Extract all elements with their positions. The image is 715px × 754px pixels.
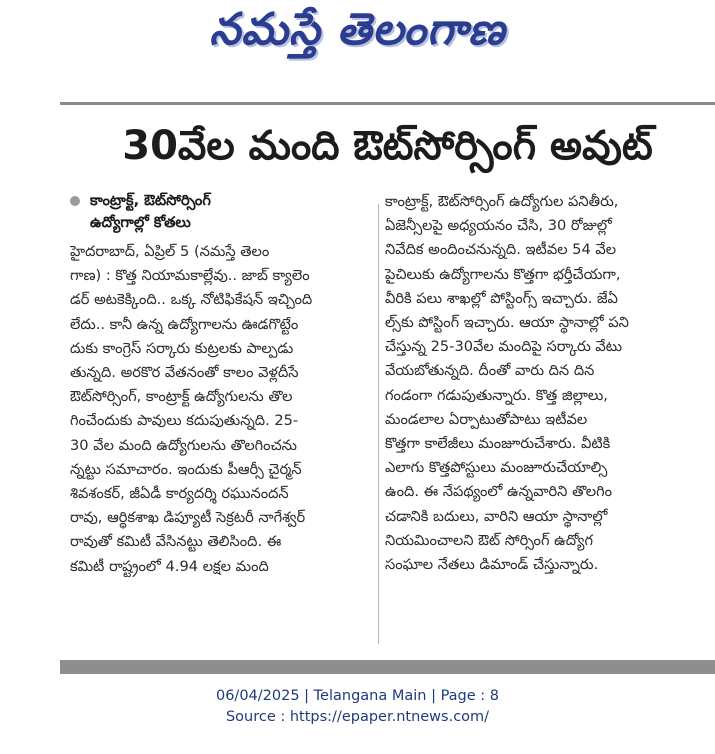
text-line: మండలాల ఏర్పాటుతోపాటు ఇటీవల bbox=[385, 410, 588, 428]
text-line: నివేదిక అందించనున్నది. ఇటీవల 54 వేల bbox=[385, 241, 617, 259]
text-line: పైచిలుకు ఉద్యోగాలను కొత్తగా భర్తీచేయగా, bbox=[385, 265, 621, 283]
headline: 30వేల మంది ఔట్‌సోర్సింగ్‌ అవుట్‌ bbox=[122, 123, 653, 169]
text-line: కాంట్రాక్ట్‌, ఔట్‌సోర్సింగ్‌ ఉద్యోగుల పనితీరు, bbox=[385, 193, 619, 210]
text-line: చేస్తున్న 25-30వేల మందిపై సర్కారు వేటు bbox=[385, 338, 623, 356]
text-line: వీరికి పలు శాఖల్లో పోస్టింగ్స్‌ ఇచ్చారు. జేఏ bbox=[385, 289, 618, 307]
text-line: న్నట్టు సమాచారం. ఇందుకు పీఆర్సీ చైర్మన్‌ bbox=[70, 460, 302, 478]
text-line: ఉంది. ఈ నేపథ్యంలో ఉన్నవారిని తొలగిం bbox=[385, 483, 613, 501]
footer bbox=[0, 686, 715, 728]
right-column-text bbox=[385, 190, 705, 577]
text-line: ల్స్‌కు పోస్టింగ్‌ ఇచ్చారు. ఆయా స్థానాల్లో పని bbox=[385, 314, 629, 332]
footer-source: Source : https://epaper.ntnews.com/ bbox=[225, 709, 490, 725]
top-rule bbox=[60, 102, 715, 105]
text-line: 30 వేల మంది ఉద్యోగులను తొలగించను bbox=[70, 436, 297, 454]
article-body bbox=[60, 190, 715, 660]
text-line: ఏజెన్సీలపై అధ్యయనం చేసి, 30 రోజుల్లో bbox=[385, 217, 612, 235]
bullet-icon bbox=[70, 196, 80, 206]
text-line: తున్నది. అరకొర వేతనంతో కాలం వెళ్లదీసే bbox=[70, 364, 299, 382]
text-line: ఎలాగు కొత్తపోస్టులు మంజూరుచేయాల్సి bbox=[385, 459, 608, 477]
subheadline-line-1: కాంట్రాక్ట్‌, ఔట్‌సోర్సింగ్‌ bbox=[90, 192, 211, 209]
bottom-rule bbox=[60, 660, 715, 674]
text-line: గించేందుకు పావులు కదుపుతున్నది. 25- bbox=[70, 412, 299, 430]
text-line: రావు, ఆర్థికశాఖ డిప్యూటీ సెక్రటరీ నాగేశ్వర్‌ bbox=[70, 509, 306, 527]
text-line: కొత్తగా కాలేజీలు మంజూరుచేశారు. వీటికి bbox=[385, 435, 611, 453]
subheadline bbox=[70, 190, 375, 234]
subheadline-line-2: ఉద్యోగాల్లో కోతలు bbox=[90, 214, 191, 231]
text-line: హైదరాబాద్‌, ఏప్రిల్‌ 5 (నమస్తే తెలం bbox=[70, 243, 270, 260]
text-line: లేదు.. కానీ ఉన్న ఉద్యోగాలను ఊడగొట్టేం bbox=[70, 315, 299, 333]
left-column bbox=[70, 190, 375, 579]
text-line: గండంగా గడుపుతున్నారు. కొత్త జిల్లాలు, bbox=[385, 386, 608, 404]
text-line: శివశంకర్‌, జీఏడీ కార్యదర్శి రఘునందన్‌ bbox=[70, 485, 289, 503]
column-divider bbox=[378, 204, 379, 644]
text-line: చడానికి బదులు, వారిని ఆయా స్థానాల్లో bbox=[385, 507, 608, 525]
text-line: గాణ) : కొత్త నియామకాల్లేవు.. జాబ్‌ క్యాలెం bbox=[70, 267, 310, 285]
newspaper-logo: నమస్తే తెలంగాణ bbox=[209, 4, 506, 55]
text-line: వేయబోతున్నది. దీంతో వారు దిన దిన bbox=[385, 362, 595, 380]
masthead bbox=[0, 0, 715, 70]
text-line: రావుతో కమిటీ వేసినట్టు తెలిసింది. ఈ bbox=[70, 533, 282, 551]
right-column bbox=[385, 190, 705, 577]
text-line: డర్‌ అటకెక్కింది.. ఒక్క నోటిఫికేషన్‌ ఇచ్చింది bbox=[70, 291, 313, 309]
text-line: నియమించాలని ఔట్‌ సోర్సింగ్‌ ఉద్యోగ bbox=[385, 531, 593, 549]
text-line: సంఘాల నేతలు డిమాండ్‌ చేస్తున్నారు. bbox=[385, 556, 599, 574]
text-line: కమిటీ రాష్ట్రంలో 4.94 లక్షల మంది bbox=[70, 557, 269, 575]
footer-date-page: 06/04/2025 | Telangana Main | Page : 8 bbox=[215, 688, 500, 704]
left-column-text bbox=[70, 240, 375, 579]
text-line: ఔట్‌సోర్సింగ్‌, కాంట్రాక్ట్‌ ఉద్యోగులను తొల bbox=[70, 388, 293, 406]
text-line: దుకు కాంగ్రెస్‌ సర్కారు కుట్రలకు పాల్పడు bbox=[70, 339, 294, 357]
